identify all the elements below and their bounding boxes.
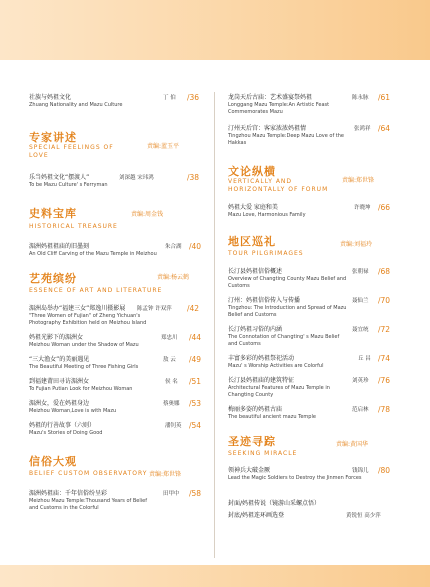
entry-title-en: Tingzhou: The Introduction and Spread of Mazu Belief and Customs [228,305,347,318]
toc-entry[interactable] [228,467,396,482]
entry-page: /70 [378,296,391,305]
entry-page: /80 [378,466,391,475]
section-title-zh: 信俗大观 [29,455,77,468]
entry-page: /38 [187,173,200,182]
section-title-zh: 专家讲述 [29,131,77,144]
entry-title-en: To be Mazu Culture' s Ferryman [29,182,108,188]
entry-title-zh: 梅丽多姿的妈祖古庙 [228,406,283,413]
entry-page: /72 [378,325,391,334]
entry-page: /51 [189,377,202,386]
entry-title-zh: 领神兵大破金厥 [228,467,271,474]
entry-title-zh: 汀州：妈祖信俗传入与传播 [228,297,301,304]
section-title-en: HISTORICAL TREASURE [29,223,118,230]
entry-title-zh: 湄洲岛举办“福建三女”郑逸川摄影展 [29,305,126,312]
entry-author: 郑忠川 [161,335,178,341]
entry-page: /74 [378,354,391,363]
section-title-en: SPECIAL FEELINGS OF LOVE [29,144,114,159]
entry-title-zh: 妈祖大爱 家庭和美 [228,204,278,211]
entry-author: 蔡奥娜 [163,401,180,407]
entry-page: /40 [189,242,202,251]
entry-title-en: To Fujian Putian Look for Meizhou Woman [29,386,133,392]
entry-title-zh: “三大渔女”的美丽遇见 [29,356,90,363]
toc-entry[interactable] [29,243,207,258]
toc-entry[interactable] [228,125,396,147]
entry-title-zh: 汀州天后宫：客家浓浓妈祖情 [228,125,307,132]
section-editor: 责编:郑世锋 [342,177,375,184]
section-title-zh: 圣迹寻踪 [228,435,276,448]
entry-title-zh: 长汀县妈祖庙的建筑特征 [228,377,295,384]
entry-page: /44 [189,333,202,342]
left-column [29,94,207,512]
section-editor: 责编:黄国华 [336,441,369,448]
entry-page: /78 [378,405,391,414]
entry-title-zh: 乐当妈祖文化“摆渡人” [29,174,90,181]
entry-title-zh: 湄洲妈祖庙：千年信俗纷呈彩 [29,490,108,497]
toc-entry[interactable] [29,94,207,109]
entry-page: /61 [378,93,391,102]
section-special-feelings [29,131,207,160]
entry-title-en: "Three Women of Fujian" of Zheng Yichuan's Photography Exhibition held on Meizhou Island [29,313,147,326]
section-belief-custom [29,455,207,478]
entry-title-en: Lead the Magic Soldiers to Destroy the Jinmen Forces [228,475,362,481]
section-tour-pilgrimages [228,235,396,258]
entry-title-en: An Old Cliff Carving of the Mazu Temple in Meizhou [29,251,157,257]
cover-credit-author: 黄锐恒 高少萍 [346,513,381,519]
entry-title-en: Meizhou Mazu Temple:Thousand Years of Belief and Customs in the Colorful [29,498,147,511]
entry-author: 刘英珍 [352,378,369,384]
entry-title-en: Meizhou Woman under the Shadow of Mazu [29,342,139,348]
back-cover-credit-line: 封底/妈祖连环画选登 [228,512,285,519]
toc-entry[interactable] [228,94,396,116]
section-title-zh: 艺苑缤纷 [29,272,77,285]
section-historical-treasure [29,207,207,231]
toc-entry[interactable] [29,305,207,327]
entry-title-zh: 长汀县妈祖信俗概述 [228,268,283,275]
entry-page: /42 [187,304,200,313]
entry-title-en: Zhuang Nationality and Mazu Culture [29,102,123,108]
entry-page: /66 [378,203,391,212]
entry-page: /53 [189,399,202,408]
entry-page: /76 [378,376,391,385]
section-forum [228,165,396,194]
entry-title-en: Tingzhou Mazu Temple:Deep Mazu Love of the Hakkas [228,133,345,146]
entry-title-zh: 妈祖光影下的湄洲女 [29,334,84,341]
entry-author: 潘钊英 [165,423,182,429]
entry-title-en: Overview of Changting County Mazu Belief and Customs [228,276,347,289]
entry-author: 许晓坤 [354,205,371,211]
entry-author: 聂仙兰 [352,298,369,304]
column-divider [214,92,215,558]
entry-title-en: Mazu' s Worship Activities are Colorful [228,363,324,369]
entry-author: 陈永脉 [352,95,369,101]
entry-title-en: Mazu's Stories of Doing Good [29,430,103,436]
cover-credits [228,500,396,520]
toc-entry[interactable] [228,355,396,370]
entry-page: /64 [378,124,391,133]
entry-author: 范启林 [352,407,369,413]
section-title-en: BELIEF CUSTOM OBSERVATORY [29,470,148,477]
toc-entry[interactable] [228,406,396,421]
toc-entry[interactable] [29,400,207,415]
entry-author: 丁 伯 [163,95,176,101]
entry-title-zh: 妈祖的行善故事（六则） [29,422,96,429]
toc-entry[interactable] [228,326,396,348]
entry-page: /68 [378,267,391,276]
entry-title-en: Longgang Mazu Temple:An Artistic Feast Commemorates Mazu [228,102,330,115]
section-editor: 责编:郑世锋 [149,471,182,478]
entry-title-zh: 到福建莆田寻访湄洲女 [29,378,90,385]
toc-entry[interactable] [228,268,396,290]
cover-credit-line: 封面/妈祖传说（镜游山采螺点悟） [228,500,321,507]
entry-page: /54 [189,421,202,430]
section-title-en: VERTICALLY AND HORIZONTALLY OF FORUM [228,178,329,193]
section-title-zh: 史料宝库 [29,207,77,220]
right-column [228,94,396,520]
toc-entry[interactable] [29,422,207,437]
section-art-literature [29,272,207,295]
entry-title-zh: 龙岗天后古庙：艺术盛宴祭妈祖 [228,94,313,101]
entry-title-en: Mazu Love, Harmonious Family [228,212,306,218]
entry-author: 敖 云 [163,357,176,363]
entry-page: /36 [187,93,200,102]
toc-entry[interactable] [29,334,207,349]
section-editor: 责编:蓝玉平 [147,143,180,150]
section-title-zh: 地区巡礼 [228,235,276,248]
section-title-en: ESSENCE OF ART AND LITERATURE [29,287,163,294]
section-title-zh: 文论纵横 [228,165,276,178]
top-decor-band [0,0,430,60]
entry-title-zh: 社族与妈祖文化 [29,94,72,101]
entry-author: 丘 昌 [358,356,371,362]
entry-title-en: The beautiful ancient mazu Temple [228,414,316,420]
entry-page: /49 [189,355,202,364]
entry-page: /58 [189,489,202,498]
section-title-en: TOUR PILGRIMAGES [228,250,304,257]
entry-title-zh: 湄洲女，爱在妈祖身边 [29,400,90,407]
entry-author: 田甲中 [163,491,180,497]
entry-title-en: Meizhou Woman,Love is with Mazu [29,408,117,414]
toc-entry[interactable] [228,297,396,319]
section-editor: 责编:周金钱 [131,211,164,218]
entry-author: 刘深越 宋玮鸿 [119,175,154,181]
toc-entry[interactable] [29,174,207,189]
toc-entry[interactable] [29,378,207,393]
entry-title-en: Architectural Features of Mazu Temple in Changting County [228,385,330,398]
toc-entry[interactable] [29,356,207,371]
entry-title-zh: 丰富多彩的妈祖祭祀活动 [228,355,295,362]
entry-title-en: The Beautiful Meeting of Three Fishing Girls [29,364,139,370]
entry-author: 朱合湖 [165,244,182,250]
entry-title-zh: 湄洲妈祖祖庙的旧墨刻 [29,243,90,250]
bottom-decor-band [0,565,430,587]
entry-author: 张鸿祥 [354,126,371,132]
entry-author: 陈孟钟 许双萍 [137,306,172,312]
toc-entry[interactable] [228,377,396,399]
entry-title-en: The Connotation of Changting' s Mazu Belief and Customs [228,334,340,347]
section-title-en: SEEKING MIRACLE [228,450,298,457]
entry-author: 侯 名 [165,379,178,385]
section-editor: 责编:杨云鹤 [157,274,190,281]
toc-entry[interactable] [29,490,207,512]
section-editor: 责编:刘福玲 [340,241,373,248]
toc-entry[interactable] [228,204,396,219]
entry-author: 钱锦儿 [352,468,369,474]
entry-author: 张朝禄 [352,269,369,275]
entry-author: 聂宜统 [352,327,369,333]
section-seeking-miracle [228,435,396,458]
entry-title-zh: 长汀妈祖习俗的内涵 [228,326,283,333]
